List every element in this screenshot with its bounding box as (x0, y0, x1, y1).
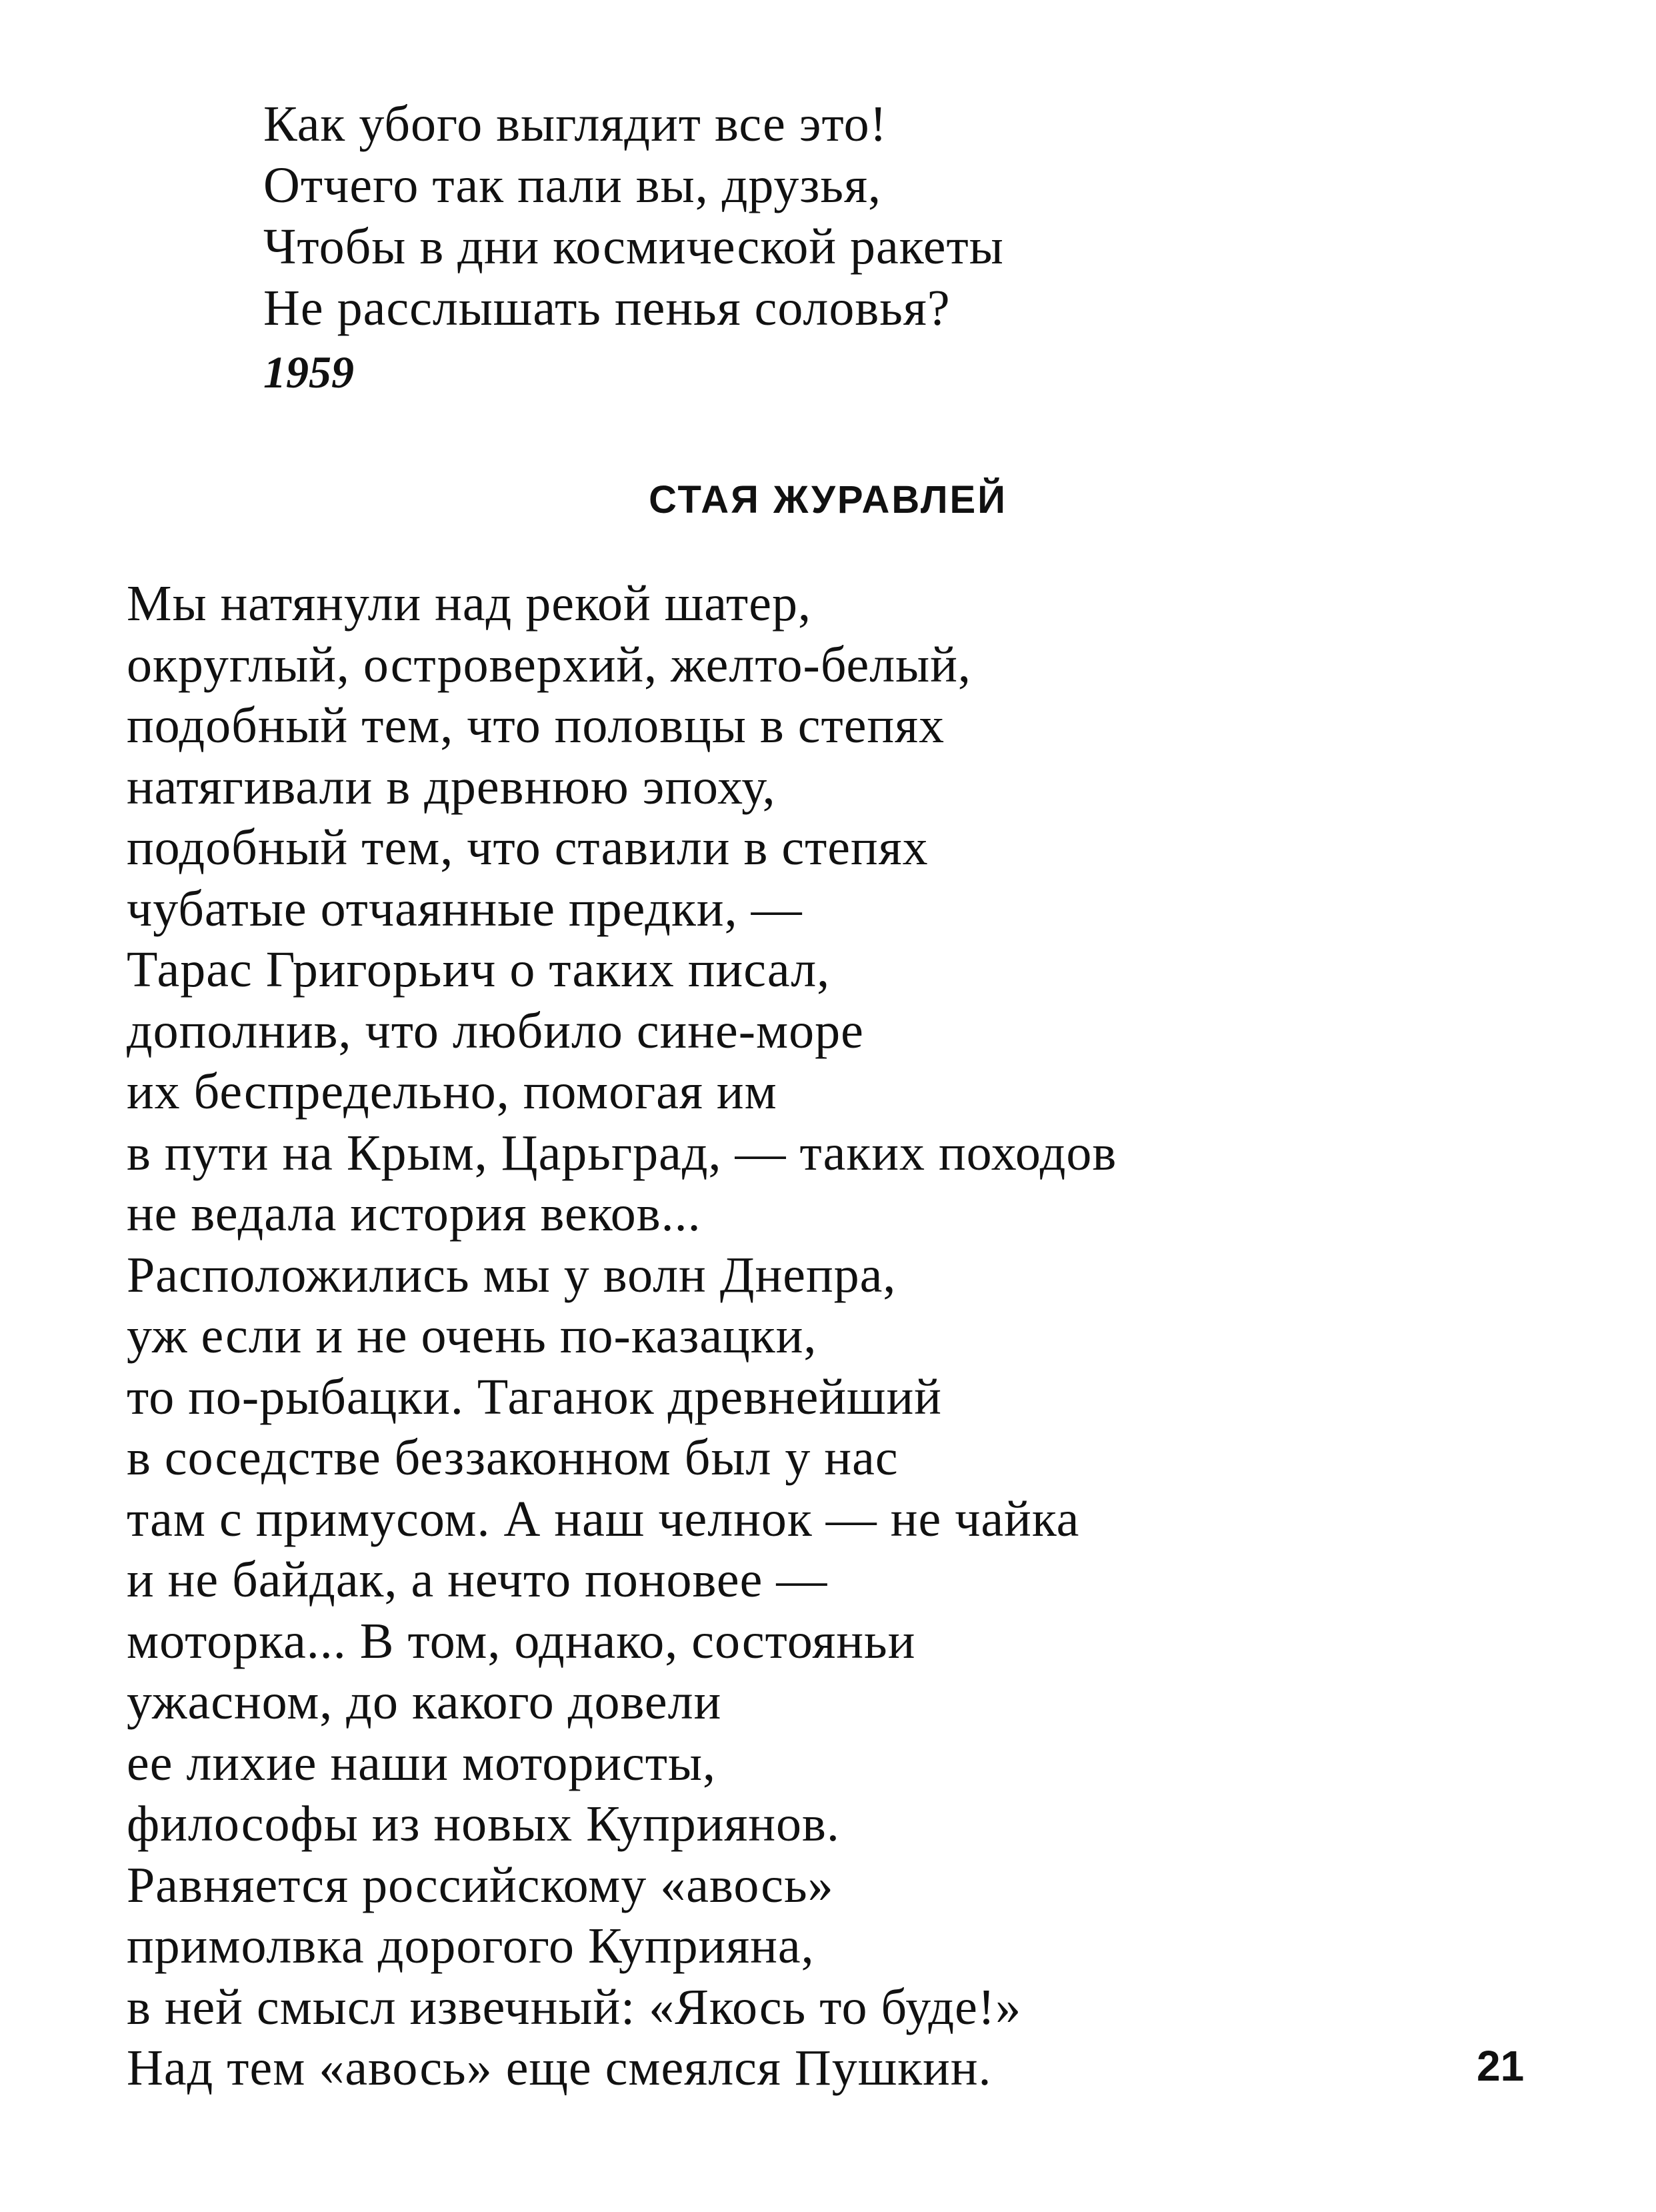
poem-line: Расположились мы у волн Днепра, (127, 1246, 897, 1303)
poem-line: уж если и не очень по-казацки, (127, 1308, 817, 1364)
poem-line: моторка... В том, однако, состояньи (127, 1612, 916, 1669)
poem-line: их беспредельно, помогая им (127, 1064, 777, 1120)
poem-year: 1959 (263, 347, 354, 397)
poem-line: в ней смысл извечный: «Якось то буде!» (127, 1979, 1022, 2035)
poem-line: философы из новых Куприянов. (127, 1796, 840, 1852)
poem-line: ее лихие наши мотористы, (127, 1735, 717, 1791)
poem-line: округлый, островерхий, желто-белый, (127, 636, 971, 693)
poem-line: Не расслышать пенья соловья? (263, 280, 951, 336)
poem-line: и не байдак, а нечто поновее — (127, 1552, 828, 1608)
first-poem-ending (263, 93, 1463, 403)
poem-line: ужасном, до какого довели (127, 1674, 722, 1730)
poem-line: в соседстве беззаконном был у нас (127, 1430, 899, 1486)
poem-line: Чтобы в дни космической ракеты (263, 219, 1004, 275)
second-poem-body (127, 574, 1527, 2099)
poem-line: в пути на Крым, Царьград, — таких походов (127, 1124, 1117, 1181)
poem-line: то по-рыбацки. Таганок древнейший (127, 1368, 942, 1425)
poem-line: подобный тем, что половцы в степях (127, 698, 945, 754)
poem-line: не ведала история веков... (127, 1186, 701, 1242)
page-number: 21 (1477, 2042, 1525, 2090)
poem-line: Над тем «авось» еще смеялся Пушкин. (127, 2040, 992, 2096)
poem-line: там с примусом. А наш челнок — не чайка (127, 1490, 1080, 1547)
poem-line: Отчего так пали вы, друзья, (263, 157, 882, 213)
poem-line: Тарас Григорьич о таких писал, (127, 942, 831, 998)
poem-line: дополнив, что любило сине-море (127, 1002, 864, 1059)
poem-line: Как убого выглядит все это! (263, 96, 887, 152)
poem-title: СТАЯ ЖУРАВЛЕЙ (649, 478, 1007, 521)
poem-line: примолвка дорогого Куприяна, (127, 1918, 815, 1974)
poem-line: Мы натянули над рекой шатер, (127, 576, 811, 632)
poem-line: чубатые отчаянные предки, — (127, 880, 803, 937)
poem-line: Равняется российскому «авось» (127, 1857, 834, 1913)
poem-line: подобный тем, что ставили в степях (127, 820, 929, 876)
poem-line: натягивали в древнюю эпоху, (127, 758, 776, 815)
